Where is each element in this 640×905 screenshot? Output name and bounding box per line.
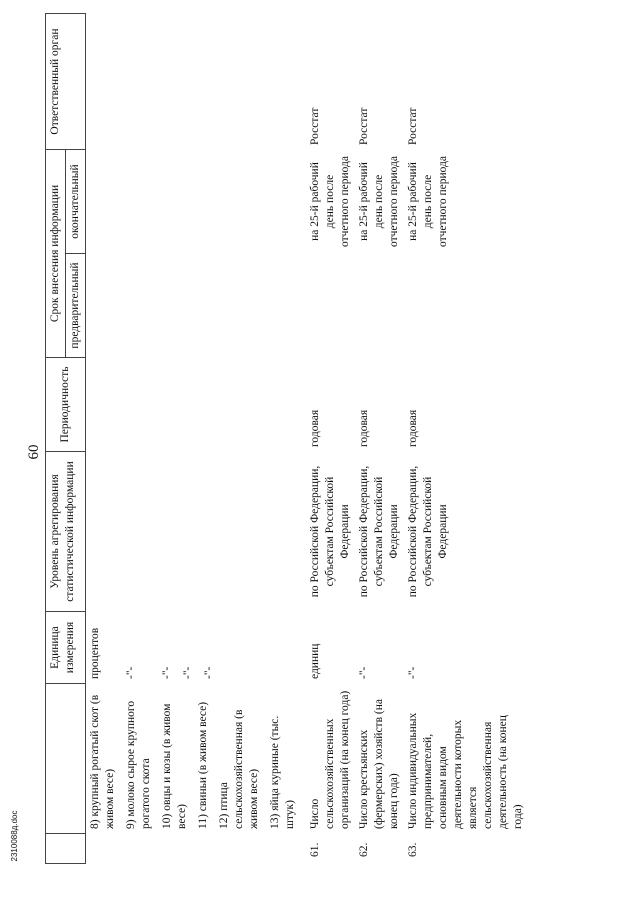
row-periodicity: годовая (407, 409, 419, 447)
rotated-table-container (45, 14, 524, 864)
header-final: окончательный (66, 150, 86, 254)
row-final: на 25-й рабочий день после отчетного периода (309, 155, 351, 248)
table-row (306, 14, 355, 864)
continuation-row (86, 14, 307, 864)
header-unit: Единица измерения (46, 612, 86, 684)
sub-item-unit: -"- (125, 666, 137, 679)
sub-item-unit: -"- (161, 666, 173, 679)
header-num (46, 834, 86, 864)
sub-item-unit: процентов (89, 627, 101, 679)
row-final: на 25-й рабочий день после отчетного периода (358, 155, 400, 248)
row-number: 61. (309, 842, 321, 857)
row-responsible: Росстат (309, 107, 321, 145)
row-level: по Российской Федерации, субъектам Российской Федерации (309, 465, 351, 598)
header-periodicity: Периодичность (46, 358, 86, 452)
header-preliminary: предварительный (66, 254, 86, 358)
row-unit: -"- (407, 666, 419, 679)
sub-item-name: 12) птица сельскохозяйственная (в живом весе) (218, 709, 260, 829)
continuation-units (88, 616, 247, 679)
row-periodicity: годовая (358, 409, 370, 447)
row-indicator: Число крестьянских (фермерских) хозяйств (на конец года) (358, 699, 400, 829)
continuation-names (88, 688, 298, 829)
header-level: Уровень агрегирования статистической информации (46, 452, 86, 612)
table-row (355, 14, 404, 864)
row-preliminary (355, 254, 404, 358)
row-preliminary (404, 254, 528, 358)
sub-item-unit: -"- (182, 666, 194, 679)
sub-item-unit: -"- (203, 666, 215, 679)
header-responsible: Ответственный орган (46, 14, 86, 150)
sub-item-name: 9) молоко сырое крупного рогатого скота (125, 700, 152, 829)
page-number: 60 (26, 444, 42, 460)
statistics-table (45, 13, 528, 864)
sub-item-name: 8) крупный рогатый скот (в живом весе) (89, 694, 116, 829)
row-unit: -"- (358, 666, 370, 679)
sub-item-name: 13) яйца куриные (тыс. штук) (269, 715, 296, 829)
document-footer: 2310088д.doc (10, 810, 19, 862)
row-final: на 25-й рабочий день после отчетного периода (407, 155, 449, 248)
row-responsible: Росстат (358, 107, 370, 145)
row-indicator: Число сельскохозяйственных организаций (на конец года) (309, 690, 351, 829)
header-deadline: Срок внесения информации (46, 150, 66, 358)
table-row (404, 14, 528, 864)
sub-item-name: 11) свиньи (в живом весе) (197, 701, 209, 829)
row-preliminary (306, 254, 355, 358)
row-indicator: Число индивидуальных предпринимателей, основным видом деятельности которых является сельскохозяйственная деятельность (на конец года) (407, 712, 524, 829)
row-unit: единиц (309, 643, 321, 679)
row-responsible: Росстат (407, 107, 419, 145)
row-number: 62. (358, 842, 370, 857)
row-level: по Российской Федерации, субъектам Российской Федерации (358, 465, 400, 598)
header-indicator (46, 684, 86, 834)
row-number: 63. (407, 842, 419, 857)
sub-item-name: 10) овцы и козы (в живом весе) (161, 703, 188, 829)
row-periodicity: годовая (309, 409, 321, 447)
row-level: по Российской Федерации, субъектам Российской Федерации (407, 465, 449, 598)
